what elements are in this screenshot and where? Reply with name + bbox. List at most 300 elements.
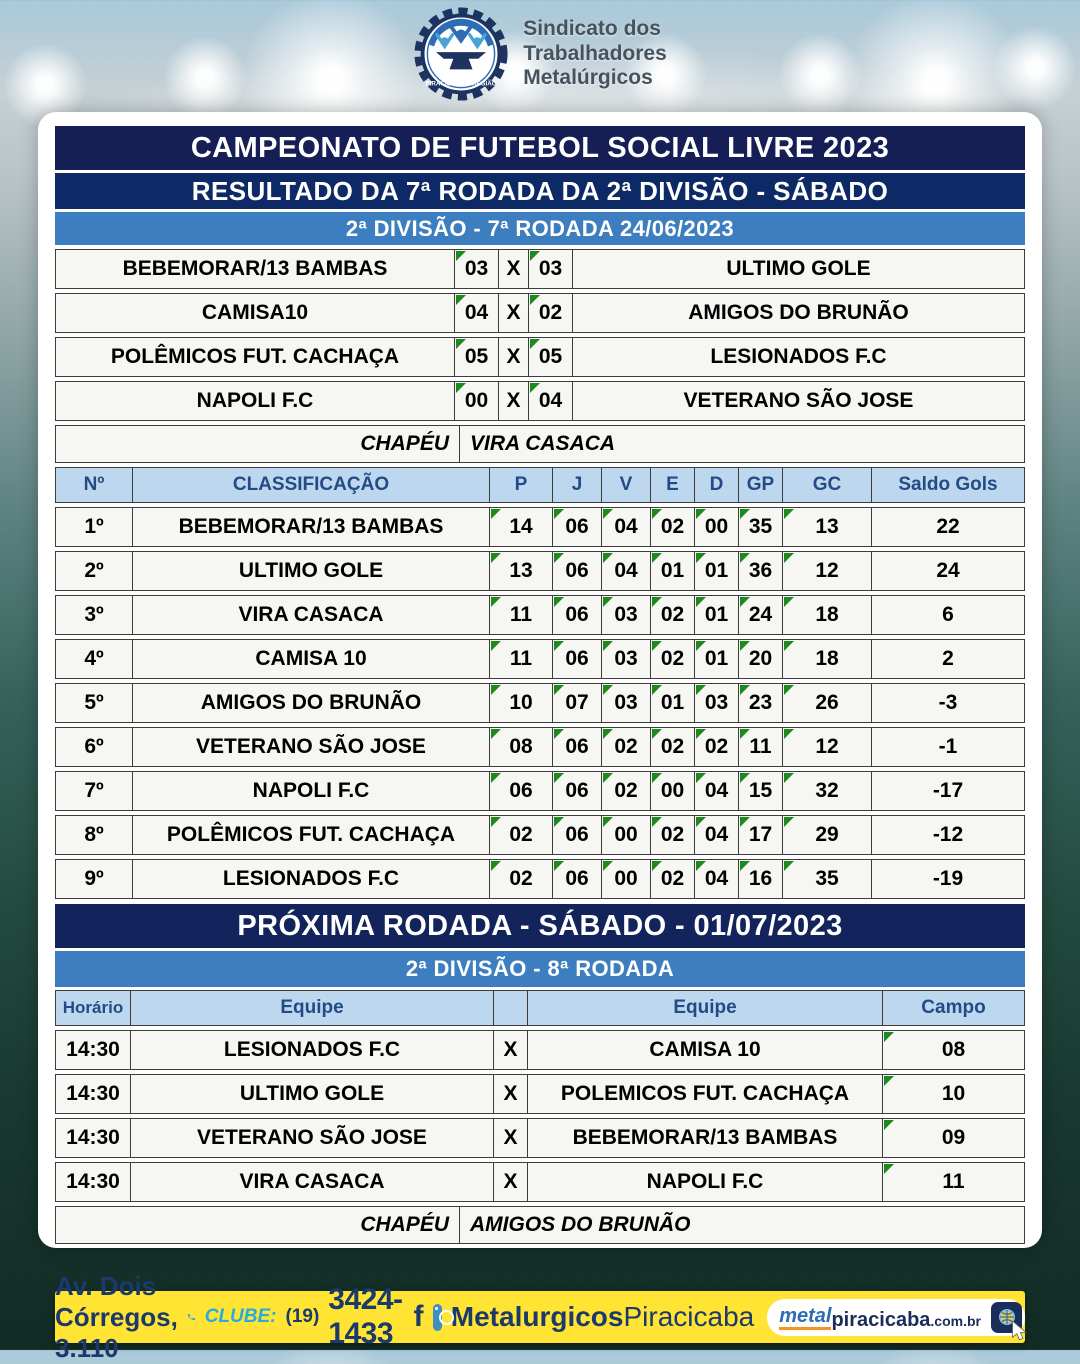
games-cell [552, 595, 602, 635]
stat-value: 01 [704, 647, 729, 670]
corner-marker-icon [884, 1164, 894, 1174]
stat-value: 32 [815, 779, 839, 802]
stat-value: 00 [660, 779, 685, 802]
goals-for-cell [738, 859, 783, 899]
stat-value: 29 [815, 823, 839, 846]
goal-difference-cell: -19 [871, 859, 1025, 899]
stat-value: 20 [748, 647, 773, 670]
wins-cell [601, 551, 651, 591]
wins-cell [601, 639, 651, 679]
corner-marker-icon [740, 509, 750, 519]
standings-row [55, 507, 1025, 547]
goal-difference-cell: -3 [871, 683, 1025, 723]
stat-value: 26 [815, 691, 839, 714]
corner-marker-icon [784, 773, 794, 783]
stat-value: 11 [509, 603, 533, 626]
away-team-cell: BEBEMORAR/13 BAMBAS [527, 1118, 883, 1158]
stat-value: 01 [660, 559, 685, 582]
home-score-cell [454, 381, 499, 421]
stat-value: 15 [748, 779, 773, 802]
col-draws: E [650, 467, 695, 503]
standings-row [55, 551, 1025, 591]
corner-marker-icon [456, 295, 466, 305]
col-away-team: Equipe [527, 990, 883, 1026]
points-cell [489, 551, 553, 591]
position-cell: 3º [55, 595, 133, 635]
away-team-cell: VETERANO SÃO JOSE [572, 381, 1025, 421]
losses-cell [694, 683, 739, 723]
wins-cell [601, 595, 651, 635]
stat-value: 01 [704, 603, 729, 626]
fixture-row [55, 1030, 1025, 1070]
games-cell [552, 551, 602, 591]
losses-cell [694, 815, 739, 855]
stat-value: 03 [614, 647, 638, 670]
team-cell: POLÊMICOS FUT. CACHAÇA [132, 815, 490, 855]
corner-marker-icon [652, 553, 662, 563]
position-cell: 5º [55, 683, 133, 723]
goals-against-cell [782, 551, 872, 591]
stat-value: 02 [660, 823, 685, 846]
losses-cell [694, 595, 739, 635]
standings-table [55, 507, 1025, 899]
stat-value: 13 [509, 559, 533, 582]
stat-value: 02 [509, 867, 533, 890]
losses-cell [694, 639, 739, 679]
stat-value: 18 [815, 647, 839, 670]
stat-value: 04 [704, 867, 729, 890]
away-score: 04 [538, 389, 563, 412]
points-cell [489, 683, 553, 723]
corner-marker-icon [740, 597, 750, 607]
stat-value: 00 [614, 867, 638, 890]
corner-marker-icon [456, 251, 466, 261]
next-chapeu-row [55, 1206, 1025, 1244]
corner-marker-icon [696, 597, 706, 607]
away-score-cell [528, 293, 573, 333]
goals-against-cell [782, 815, 872, 855]
fixture-row [55, 1162, 1025, 1202]
home-score-cell [454, 337, 499, 377]
goals-for-cell [738, 771, 783, 811]
org-line: Sindicato dos [523, 16, 661, 40]
away-team-cell: POLEMICOS FUT. CACHAÇA [527, 1074, 883, 1114]
stat-value: 02 [660, 735, 685, 758]
corner-marker-icon [491, 685, 501, 695]
standings-row [55, 727, 1025, 767]
goal-difference-cell: -17 [871, 771, 1025, 811]
globe-button[interactable] [991, 1302, 1022, 1333]
goals-for-cell [738, 815, 783, 855]
corner-marker-icon [554, 861, 564, 871]
corner-marker-icon [554, 685, 564, 695]
fixtures-table [55, 1030, 1025, 1202]
field-cell [882, 1162, 1025, 1202]
col-goal-difference: Saldo Gols [871, 467, 1025, 503]
stat-value: 06 [509, 779, 533, 802]
stat-value: 01 [704, 559, 729, 582]
corner-marker-icon [530, 295, 540, 305]
games-cell [552, 727, 602, 767]
wins-cell [601, 815, 651, 855]
next-round-division-label: 2ª DIVISÃO - 8ª RODADA [55, 951, 1025, 987]
corner-marker-icon [784, 553, 794, 563]
corner-marker-icon [784, 597, 794, 607]
goals-for-cell [738, 595, 783, 635]
field-number: 11 [942, 1170, 965, 1193]
stat-value: 02 [660, 867, 685, 890]
corner-marker-icon [652, 861, 662, 871]
team-cell: BEBEMORAR/13 BAMBAS [132, 507, 490, 547]
points-cell [489, 727, 553, 767]
corner-marker-icon [740, 553, 750, 563]
goals-for-cell [738, 683, 783, 723]
stat-value: 16 [748, 867, 773, 890]
goal-difference-cell: 22 [871, 507, 1025, 547]
home-team-cell: NAPOLI F.C [55, 381, 455, 421]
chapeu-label: CHAPÉU [55, 425, 460, 463]
championship-title: CAMPEONATO DE FUTEBOL SOCIAL LIVRE 2023 [55, 126, 1025, 170]
corner-marker-icon [696, 553, 706, 563]
corner-marker-icon [884, 1120, 894, 1130]
col-position: Nº [55, 467, 133, 503]
draws-cell [650, 859, 695, 899]
position-cell: 1º [55, 507, 133, 547]
position-cell: 7º [55, 771, 133, 811]
draws-cell [650, 507, 695, 547]
points-cell [489, 639, 553, 679]
corner-marker-icon [696, 509, 706, 519]
stat-value: 02 [660, 515, 685, 538]
stat-value: 00 [614, 823, 638, 846]
points-cell [489, 815, 553, 855]
brand-regular: Piracicaba [623, 1301, 755, 1332]
stat-value: 06 [565, 559, 589, 582]
home-score: 04 [464, 301, 489, 324]
goal-difference-cell: 6 [871, 595, 1025, 635]
corner-marker-icon [740, 773, 750, 783]
goals-for-cell [738, 727, 783, 767]
versus-cell: X [498, 293, 529, 333]
corner-marker-icon [884, 1032, 894, 1042]
corner-marker-icon [554, 597, 564, 607]
team-cell: CAMISA 10 [132, 639, 490, 679]
chapeu-team: AMIGOS DO BRUNÃO [459, 1206, 1025, 1244]
instagram-icon[interactable] [433, 1304, 442, 1331]
stat-value: 07 [565, 691, 589, 714]
points-cell [489, 595, 553, 635]
corner-marker-icon [652, 685, 662, 695]
stat-value: 08 [509, 735, 533, 758]
fixtures-header-row [55, 990, 1025, 1026]
draws-cell [650, 595, 695, 635]
losses-cell [694, 727, 739, 767]
standings-row [55, 815, 1025, 855]
stat-value: 02 [614, 779, 638, 802]
versus-cell: X [493, 1030, 528, 1070]
stat-value: 35 [815, 867, 839, 890]
corner-marker-icon [740, 817, 750, 827]
union-gear-logo-icon [413, 6, 509, 102]
col-versus [493, 990, 528, 1026]
position-cell: 4º [55, 639, 133, 679]
corner-marker-icon [652, 597, 662, 607]
draws-cell [650, 551, 695, 591]
stat-value: 03 [614, 603, 638, 626]
corner-marker-icon [884, 1076, 894, 1086]
goals-against-cell [782, 727, 872, 767]
goal-difference-cell: -12 [871, 815, 1025, 855]
goal-difference-cell: 2 [871, 639, 1025, 679]
org-line: Trabalhadores [523, 41, 667, 65]
masthead [0, 6, 1080, 102]
stat-value: 12 [815, 735, 839, 758]
corner-marker-icon [554, 641, 564, 651]
corner-marker-icon [554, 773, 564, 783]
corner-marker-icon [491, 509, 501, 519]
home-team-cell: ULTIMO GOLE [130, 1074, 494, 1114]
phone-prefix: (19) [285, 1306, 320, 1327]
col-home-team: Equipe [130, 990, 494, 1026]
away-score: 05 [538, 345, 563, 368]
corner-marker-icon [784, 729, 794, 739]
stat-value: 02 [509, 823, 533, 846]
home-team-cell: POLÊMICOS FUT. CACHAÇA [55, 337, 455, 377]
games-cell [552, 639, 602, 679]
stat-value: 00 [704, 515, 729, 538]
time-cell: 14:30 [55, 1030, 131, 1070]
match-result-row [55, 293, 1025, 333]
goals-for-cell [738, 551, 783, 591]
corner-marker-icon [603, 685, 613, 695]
phone-icon [185, 1304, 197, 1331]
col-wins: V [601, 467, 651, 503]
time-cell: 14:30 [55, 1074, 131, 1114]
stat-value: 01 [660, 691, 685, 714]
points-cell [489, 771, 553, 811]
standings-row [55, 639, 1025, 679]
field-number: 09 [941, 1126, 966, 1149]
position-cell: 2º [55, 551, 133, 591]
stat-value: 06 [565, 515, 589, 538]
games-cell [552, 683, 602, 723]
corner-marker-icon [696, 685, 706, 695]
versus-cell: X [498, 337, 529, 377]
home-team-cell: LESIONADOS F.C [130, 1030, 494, 1070]
corner-marker-icon [456, 383, 466, 393]
org-line: Metalúrgicos [523, 66, 653, 90]
corner-marker-icon [603, 641, 613, 651]
versus-cell: X [498, 249, 529, 289]
clube-label: CLUBE: [204, 1306, 277, 1327]
corner-marker-icon [491, 773, 501, 783]
col-losses: D [694, 467, 739, 503]
home-score: 00 [464, 389, 489, 412]
match-result-row [55, 381, 1025, 421]
draws-cell [650, 639, 695, 679]
corner-marker-icon [784, 641, 794, 651]
corner-marker-icon [603, 509, 613, 519]
versus-cell: X [498, 381, 529, 421]
corner-marker-icon [603, 597, 613, 607]
corner-marker-icon [491, 861, 501, 871]
losses-cell [694, 859, 739, 899]
goals-against-cell [782, 595, 872, 635]
field-cell [882, 1074, 1025, 1114]
draws-cell [650, 815, 695, 855]
home-team-cell: CAMISA10 [55, 293, 455, 333]
division-round-label: 2ª DIVISÃO - 7ª RODADA 24/06/2023 [55, 212, 1025, 245]
corner-marker-icon [740, 685, 750, 695]
corner-marker-icon [530, 251, 540, 261]
stat-value: 18 [815, 603, 839, 626]
away-team-cell: ULTIMO GOLE [572, 249, 1025, 289]
corner-marker-icon [491, 553, 501, 563]
col-games: J [552, 467, 602, 503]
away-score-cell [528, 381, 573, 421]
stat-value: 04 [614, 559, 638, 582]
next-round-title: PRÓXIMA RODADA - SÁBADO - 01/07/2023 [55, 904, 1025, 948]
goal-difference-cell: 24 [871, 551, 1025, 591]
away-team-cell: NAPOLI F.C [527, 1162, 883, 1202]
corner-marker-icon [530, 339, 540, 349]
away-score-cell [528, 337, 573, 377]
match-result-row [55, 337, 1025, 377]
badge-region-text: PIRACICABA E REGIÃO [425, 80, 497, 88]
footer-contact-bar [55, 1270, 1025, 1363]
corner-marker-icon [652, 729, 662, 739]
site-name: piracicaba [831, 1308, 931, 1331]
corner-marker-icon [696, 773, 706, 783]
time-cell: 14:30 [55, 1162, 131, 1202]
stat-value: 06 [565, 735, 589, 758]
org-name [523, 17, 667, 91]
stat-value: 02 [660, 603, 685, 626]
team-cell: ULTIMO GOLE [132, 551, 490, 591]
col-goals-against: GC [782, 467, 872, 503]
stat-value: 03 [614, 691, 638, 714]
corner-marker-icon [554, 729, 564, 739]
corner-marker-icon [652, 773, 662, 783]
round-result-subtitle: RESULTADO DA 7ª RODADA DA 2ª DIVISÃO - SÁBADO [55, 173, 1025, 209]
fixture-row [55, 1118, 1025, 1158]
results-table [55, 249, 1025, 421]
stat-value: 23 [748, 691, 773, 714]
goal-difference-cell: -1 [871, 727, 1025, 767]
corner-marker-icon [696, 729, 706, 739]
stat-value: 10 [509, 691, 533, 714]
wins-cell [601, 507, 651, 547]
stat-value: 02 [704, 735, 729, 758]
stat-value: 02 [660, 647, 685, 670]
site-tld: .com.br [930, 1312, 981, 1329]
home-score: 05 [464, 345, 489, 368]
corner-marker-icon [603, 817, 613, 827]
stat-value: 12 [815, 559, 839, 582]
home-team-cell: VETERANO SÃO JOSE [130, 1118, 494, 1158]
stat-value: 06 [565, 647, 589, 670]
corner-marker-icon [652, 641, 662, 651]
fixture-row [55, 1074, 1025, 1114]
losses-cell [694, 771, 739, 811]
away-score: 02 [538, 301, 563, 324]
standings-row [55, 595, 1025, 635]
col-points: P [489, 467, 553, 503]
field-cell [882, 1118, 1025, 1158]
home-team-cell: BEBEMORAR/13 BAMBAS [55, 249, 455, 289]
stat-value: 17 [748, 823, 773, 846]
stat-value: 04 [704, 779, 729, 802]
away-team-cell: CAMISA 10 [527, 1030, 883, 1070]
corner-marker-icon [491, 817, 501, 827]
corner-marker-icon [784, 509, 794, 519]
cursor-icon [1011, 1321, 1029, 1341]
corner-marker-icon [740, 641, 750, 651]
draws-cell [650, 771, 695, 811]
website-badge[interactable] [767, 1299, 1025, 1336]
goals-against-cell [782, 771, 872, 811]
time-cell: 14:30 [55, 1118, 131, 1158]
versus-cell: X [493, 1074, 528, 1114]
wins-cell [601, 683, 651, 723]
corner-marker-icon [456, 339, 466, 349]
facebook-icon[interactable]: f [413, 1300, 424, 1333]
standings-row [55, 859, 1025, 899]
team-cell: VIRA CASACA [132, 595, 490, 635]
goals-against-cell [782, 859, 872, 899]
corner-marker-icon [554, 553, 564, 563]
col-classification: CLASSIFICAÇÃO [132, 467, 490, 503]
away-score: 03 [538, 257, 563, 280]
stat-value: 35 [748, 515, 773, 538]
stat-value: 06 [565, 603, 589, 626]
wins-cell [601, 727, 651, 767]
goals-for-cell [738, 507, 783, 547]
corner-marker-icon [603, 861, 613, 871]
corner-marker-icon [603, 553, 613, 563]
wins-cell [601, 859, 651, 899]
standings-row [55, 683, 1025, 723]
stat-value: 13 [815, 515, 839, 538]
stat-value: 11 [509, 647, 533, 670]
col-time: Horário [55, 990, 131, 1026]
chapeu-row [55, 425, 1025, 463]
corner-marker-icon [740, 861, 750, 871]
team-cell: AMIGOS DO BRUNÃO [132, 683, 490, 723]
position-cell: 9º [55, 859, 133, 899]
stat-value: 02 [614, 735, 638, 758]
away-team-cell: AMIGOS DO BRUNÃO [572, 293, 1025, 333]
home-score-cell [454, 249, 499, 289]
stat-value: 11 [749, 735, 772, 758]
goals-against-cell [782, 639, 872, 679]
corner-marker-icon [740, 729, 750, 739]
phone-number[interactable]: 3424-1433 [328, 1283, 403, 1350]
field-number: 08 [941, 1038, 966, 1061]
standings-row [55, 771, 1025, 811]
wins-cell [601, 771, 651, 811]
draws-cell [650, 683, 695, 723]
stat-value: 04 [704, 823, 729, 846]
stat-value: 03 [704, 691, 729, 714]
points-cell [489, 859, 553, 899]
games-cell [552, 815, 602, 855]
corner-marker-icon [603, 773, 613, 783]
field-number: 10 [941, 1082, 966, 1105]
chapeu-team: VIRA CASACA [459, 425, 1025, 463]
away-team-cell: LESIONADOS F.C [572, 337, 1025, 377]
corner-marker-icon [652, 817, 662, 827]
